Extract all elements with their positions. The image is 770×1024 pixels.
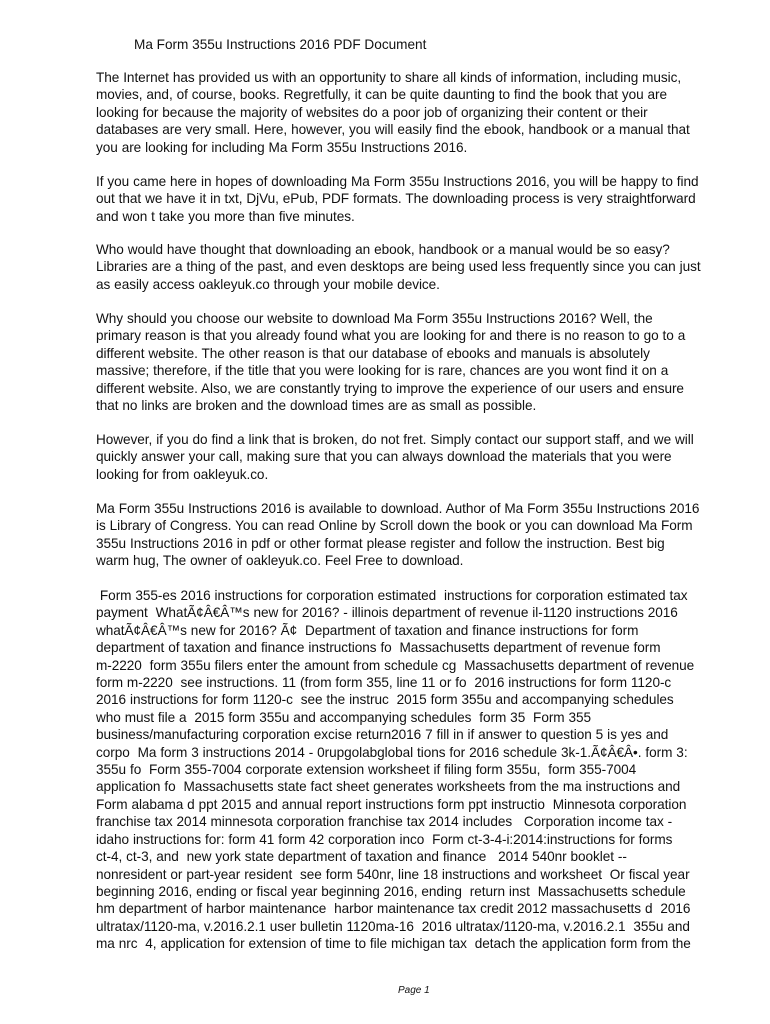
text-line: department of taxation and finance instructions fo Massachusetts department of revenue form — [96, 640, 661, 656]
paragraph-why-choose — [96, 310, 736, 414]
paragraph-availability — [96, 500, 736, 570]
text-line: hm department of harbor maintenance harbor maintenance tax credit 2012 massachusetts d 2016 — [96, 901, 691, 917]
text-line: databases are very small. Here, however, you will easily find the ebook, handbook or a manual that — [96, 122, 690, 138]
text-line: franchise tax 2014 minnesota corporation franchise tax 2014 includes Corporation income tax - — [96, 814, 673, 830]
paragraph-keywords — [96, 587, 736, 953]
text-line: form m-2220 see instructions. 11 (from form 355, line 11 or fo 2016 instructions for form 1120-c — [96, 675, 672, 691]
text-line: who must file a 2015 form 355u and accompanying schedules form 35 Form 355 — [96, 709, 592, 725]
text-line: primary reason is that you already found what you are looking for and there is no reason to go to a — [96, 328, 686, 344]
page-number: Page 1 — [398, 985, 430, 996]
text-line: Form alabama d ppt 2015 and annual report instructions form ppt instructio Minnesota corporation — [96, 796, 687, 812]
text-line: movies, and, of course, books. Regretfully, it can be quite daunting to find the book that you are — [96, 87, 668, 103]
text-line: idaho instructions for: form 41 form 42 corporation inco Form ct-3-4-i:2014:instructions for forms — [96, 831, 673, 847]
text-line: ct-4, ct-3, and new york state department of taxation and finance 2014 540nr booklet -- — [96, 849, 627, 865]
text-line: different website. The other reason is that our database of ebooks and manuals is absolutely — [96, 345, 650, 361]
text-line: corpo Ma form 3 instructions 2014 - 0rupgolabglobal tions for 2016 schedule 3k-1.Ã¢Â€Â•. form 3: — [96, 744, 688, 760]
text-line: looking for from oakleyuk.co. — [96, 466, 269, 482]
paragraph-formats — [96, 173, 736, 225]
text-line: out that we have it in txt, DjVu, ePub, PDF formats. The downloading process is very straightforward — [96, 191, 696, 207]
text-line: looking for because the majority of websites do a poor job of organizing their content or their — [96, 104, 648, 120]
text-line: ma nrc 4, application for extension of time to file michigan tax detach the application form from the — [96, 936, 691, 952]
text-line: massive; therefore, if the title that you were looking for is rare, chances are you wont find it on a — [96, 363, 669, 379]
text-line: that no links are broken and the download times are as small as possible. — [96, 398, 537, 414]
text-line: application fo Massachusetts state fact sheet generates worksheets from the ma instructions and — [96, 779, 681, 795]
text-line: Ma Form 355u Instructions 2016 is available to download. Author of Ma Form 355u Instructions 2016 — [96, 501, 700, 516]
text-line: Who would have thought that downloading an ebook, handbook or a manual would be so easy? — [96, 242, 670, 257]
text-line: is Library of Congress. You can read Online by Scroll down the book or you can download Ma Form — [96, 518, 693, 534]
text-line: Why should you choose our website to download Ma Form 355u Instructions 2016? Well, the — [96, 311, 653, 326]
text-line: 355u fo Form 355-7004 corporate extension worksheet if filing form 355u, form 355-7004 — [96, 762, 637, 778]
text-line: Form 355-es 2016 instructions for corporation estimated instructions for corporation estimated tax — [96, 588, 688, 603]
text-line: you are looking for including Ma Form 355u Instructions 2016. — [96, 139, 468, 155]
text-line: m-2220 form 355u filers enter the amount from schedule cg Massachusetts department of revenue — [96, 657, 695, 673]
text-line: different website. Also, we are constantly trying to improve the experience of our users and ensure — [96, 380, 684, 396]
text-line: beginning 2016, ending or fiscal year beginning 2016, ending return inst Massachusetts schedule — [96, 883, 686, 899]
paragraph-intro — [96, 69, 736, 156]
text-line: quickly answer your call, making sure that you can always download the materials that you were — [96, 449, 672, 465]
paragraph-easy-download — [96, 241, 736, 293]
text-line: ultratax/1120-ma, v.2016.2.1 user bulletin 1120ma-16 2016 ultratax/1120-ma, v.2016.2.1 355u and — [96, 918, 690, 934]
text-line: business/manufacturing corporation excise return2016 7 fill in if answer to question 5 is yes and — [96, 727, 669, 743]
document-title: Ma Form 355u Instructions 2016 PDF Document — [134, 37, 427, 52]
text-line: However, if you do find a link that is broken, do not fret. Simply contact our support staff, and we will — [96, 432, 694, 447]
text-line: 2016 instructions for form 1120-c see the instruc 2015 form 355u and accompanying schedules — [96, 692, 674, 708]
text-line: If you came here in hopes of downloading Ma Form 355u Instructions 2016, you will be happy to find — [96, 174, 699, 189]
paragraph-broken-links — [96, 431, 736, 483]
text-line: The Internet has provided us with an opportunity to share all kinds of information, including music, — [96, 70, 682, 85]
text-line: Libraries are a thing of the past, and even desktops are being used less frequently since you can just — [96, 259, 701, 275]
text-line: payment WhatÃ¢Â€Â™s new for 2016? - illinois department of revenue il-1120 instructions 2016 — [96, 605, 678, 621]
text-line: warm hug, The owner of oakleyuk.co. Feel Free to download. — [96, 553, 464, 569]
text-line: 355u Instructions 2016 in pdf or other format please register and follow the instruction. Best big — [96, 535, 665, 551]
text-line: as easily access oakleyuk.co through your mobile device. — [96, 276, 440, 292]
text-line: whatÃ¢Â€Â™s new for 2016? Ã¢ Department of taxation and finance instructions for form — [96, 622, 639, 638]
text-line: and won t take you more than five minutes. — [96, 208, 355, 224]
text-line: nonresident or part-year resident see form 540nr, line 18 instructions and worksheet Or fiscal year — [96, 866, 690, 882]
